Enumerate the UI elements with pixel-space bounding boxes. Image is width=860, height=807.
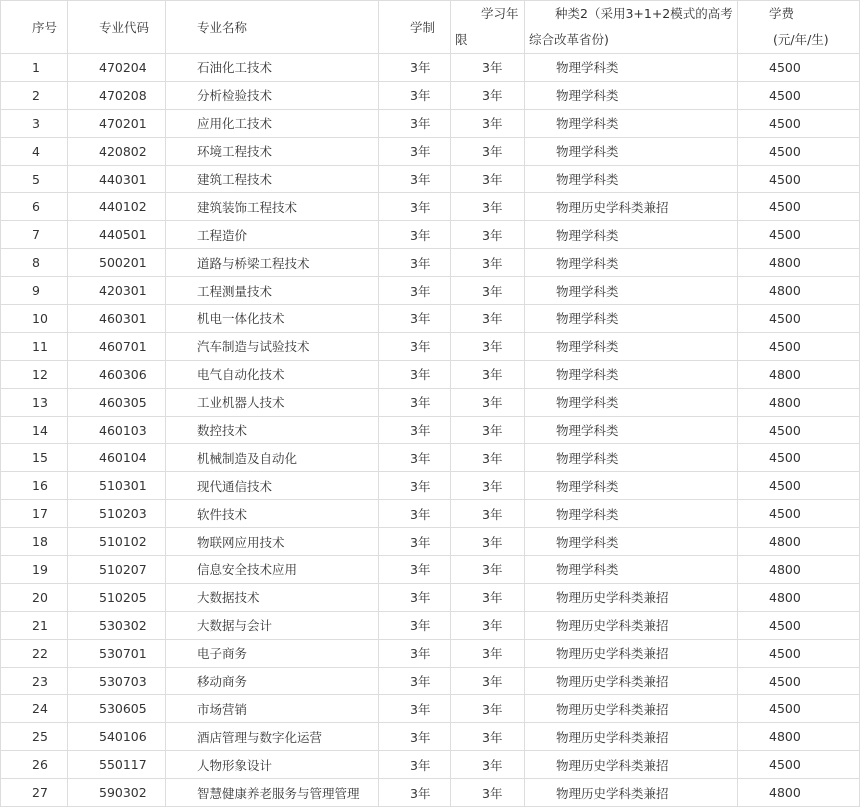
cell-fee: 4500 — [738, 695, 860, 723]
cell-seq: 25 — [1, 723, 68, 751]
cell-system: 3年 — [379, 109, 451, 137]
cell-duration: 3年 — [451, 639, 525, 667]
cell-duration: 3年 — [451, 611, 525, 639]
cell-fee: 4500 — [738, 416, 860, 444]
header-duration-line2: 限 — [455, 32, 468, 47]
cell-fee: 4800 — [738, 779, 860, 807]
cell-code: 550117 — [68, 751, 166, 779]
table-row — [1, 360, 860, 388]
cell-name: 市场营销 — [166, 695, 379, 723]
cell-duration: 3年 — [451, 193, 525, 221]
cell-system: 3年 — [379, 556, 451, 584]
cell-seq: 23 — [1, 667, 68, 695]
cell-seq: 8 — [1, 249, 68, 277]
cell-system: 3年 — [379, 137, 451, 165]
cell-duration: 3年 — [451, 695, 525, 723]
cell-code: 510203 — [68, 500, 166, 528]
cell-category: 物理学科类 — [525, 137, 738, 165]
cell-name: 应用化工技术 — [166, 109, 379, 137]
cell-code: 530302 — [68, 611, 166, 639]
cell-duration: 3年 — [451, 277, 525, 305]
header-seq: 序号 — [1, 1, 68, 54]
cell-duration: 3年 — [451, 81, 525, 109]
cell-code: 510102 — [68, 528, 166, 556]
cell-category: 物理学科类 — [525, 360, 738, 388]
table-row — [1, 305, 860, 333]
cell-name: 物联网应用技术 — [166, 528, 379, 556]
cell-category: 物理学科类 — [525, 500, 738, 528]
cell-duration: 3年 — [451, 667, 525, 695]
cell-code: 500201 — [68, 249, 166, 277]
cell-seq: 6 — [1, 193, 68, 221]
cell-category: 物理学科类 — [525, 556, 738, 584]
table-row — [1, 137, 860, 165]
cell-fee: 4500 — [738, 472, 860, 500]
cell-system: 3年 — [379, 667, 451, 695]
cell-system: 3年 — [379, 416, 451, 444]
table-row — [1, 723, 860, 751]
cell-category: 物理历史学科类兼招 — [525, 779, 738, 807]
cell-category: 物理学科类 — [525, 472, 738, 500]
cell-seq: 19 — [1, 556, 68, 584]
cell-name: 现代通信技术 — [166, 472, 379, 500]
cell-name: 大数据技术 — [166, 583, 379, 611]
cell-system: 3年 — [379, 583, 451, 611]
cell-category: 物理历史学科类兼招 — [525, 583, 738, 611]
header-duration-line1: 学习年 — [481, 6, 519, 21]
cell-name: 工程造价 — [166, 221, 379, 249]
header-fee-line2: (元/年/生) — [773, 32, 829, 47]
cell-system: 3年 — [379, 193, 451, 221]
cell-duration: 3年 — [451, 751, 525, 779]
cell-code: 510301 — [68, 472, 166, 500]
cell-duration: 3年 — [451, 556, 525, 584]
cell-category: 物理历史学科类兼招 — [525, 667, 738, 695]
cell-seq: 5 — [1, 165, 68, 193]
cell-system: 3年 — [379, 165, 451, 193]
cell-code: 470201 — [68, 109, 166, 137]
cell-code: 460306 — [68, 360, 166, 388]
cell-fee: 4500 — [738, 221, 860, 249]
cell-duration: 3年 — [451, 723, 525, 751]
cell-fee: 4500 — [738, 639, 860, 667]
table-row — [1, 193, 860, 221]
table-row — [1, 556, 860, 584]
cell-seq: 10 — [1, 305, 68, 333]
table-body — [1, 54, 860, 807]
table-row — [1, 109, 860, 137]
cell-duration: 3年 — [451, 472, 525, 500]
cell-fee: 4800 — [738, 277, 860, 305]
cell-fee: 4800 — [738, 583, 860, 611]
cell-category: 物理学科类 — [525, 528, 738, 556]
cell-name: 数控技术 — [166, 416, 379, 444]
cell-duration: 3年 — [451, 54, 525, 82]
cell-name: 环境工程技术 — [166, 137, 379, 165]
cell-duration: 3年 — [451, 583, 525, 611]
cell-seq: 20 — [1, 583, 68, 611]
cell-fee: 4500 — [738, 444, 860, 472]
cell-category: 物理学科类 — [525, 416, 738, 444]
table-row — [1, 472, 860, 500]
cell-name: 石油化工技术 — [166, 54, 379, 82]
header-category-line1: 种类2（采用3+1+2模式的高考 — [555, 6, 733, 21]
cell-system: 3年 — [379, 779, 451, 807]
header-category-line2: 综合改革省份) — [529, 32, 609, 47]
cell-duration: 3年 — [451, 500, 525, 528]
header-code: 专业代码 — [68, 1, 166, 54]
table-header — [1, 1, 860, 54]
cell-code: 420802 — [68, 137, 166, 165]
cell-duration: 3年 — [451, 444, 525, 472]
table-row — [1, 277, 860, 305]
cell-category: 物理历史学科类兼招 — [525, 639, 738, 667]
cell-code: 460305 — [68, 388, 166, 416]
cell-name: 移动商务 — [166, 667, 379, 695]
cell-code: 440102 — [68, 193, 166, 221]
cell-name: 人物形象设计 — [166, 751, 379, 779]
cell-fee: 4500 — [738, 751, 860, 779]
cell-category: 物理学科类 — [525, 332, 738, 360]
cell-system: 3年 — [379, 332, 451, 360]
cell-seq: 4 — [1, 137, 68, 165]
cell-fee: 4500 — [738, 611, 860, 639]
cell-system: 3年 — [379, 305, 451, 333]
cell-name: 机械制造及自动化 — [166, 444, 379, 472]
cell-code: 530605 — [68, 695, 166, 723]
cell-name: 建筑工程技术 — [166, 165, 379, 193]
cell-code: 460103 — [68, 416, 166, 444]
table-row — [1, 221, 860, 249]
cell-name: 信息安全技术应用 — [166, 556, 379, 584]
cell-name: 大数据与会计 — [166, 611, 379, 639]
cell-seq: 12 — [1, 360, 68, 388]
header-fee-line1: 学费 — [769, 6, 795, 21]
header-name: 专业名称 — [166, 1, 379, 54]
cell-name: 工程测量技术 — [166, 277, 379, 305]
cell-category: 物理学科类 — [525, 81, 738, 109]
cell-category: 物理学科类 — [525, 249, 738, 277]
cell-seq: 9 — [1, 277, 68, 305]
cell-code: 510205 — [68, 583, 166, 611]
cell-fee: 4500 — [738, 109, 860, 137]
cell-duration: 3年 — [451, 221, 525, 249]
table-row — [1, 416, 860, 444]
cell-name: 道路与桥梁工程技术 — [166, 249, 379, 277]
cell-category: 物理学科类 — [525, 388, 738, 416]
cell-category: 物理学科类 — [525, 109, 738, 137]
cell-name: 软件技术 — [166, 500, 379, 528]
cell-system: 3年 — [379, 54, 451, 82]
cell-category: 物理学科类 — [525, 305, 738, 333]
cell-name: 智慧健康养老服务与管理管理 — [166, 779, 379, 807]
cell-fee: 4500 — [738, 667, 860, 695]
table-row — [1, 667, 860, 695]
cell-system: 3年 — [379, 639, 451, 667]
cell-duration: 3年 — [451, 416, 525, 444]
cell-seq: 7 — [1, 221, 68, 249]
table-row — [1, 779, 860, 807]
cell-seq: 18 — [1, 528, 68, 556]
cell-seq: 13 — [1, 388, 68, 416]
cell-system: 3年 — [379, 528, 451, 556]
cell-duration: 3年 — [451, 249, 525, 277]
cell-code: 470204 — [68, 54, 166, 82]
table-row — [1, 500, 860, 528]
table-row — [1, 249, 860, 277]
cell-code: 470208 — [68, 81, 166, 109]
cell-code: 440301 — [68, 165, 166, 193]
cell-seq: 27 — [1, 779, 68, 807]
header-row — [1, 1, 860, 54]
table-row — [1, 695, 860, 723]
table-row — [1, 388, 860, 416]
header-system: 学制 — [379, 1, 451, 54]
table-row — [1, 165, 860, 193]
cell-system: 3年 — [379, 249, 451, 277]
cell-duration: 3年 — [451, 137, 525, 165]
cell-name: 酒店管理与数字化运营 — [166, 723, 379, 751]
cell-name: 建筑装饰工程技术 — [166, 193, 379, 221]
cell-fee: 4500 — [738, 137, 860, 165]
cell-code: 590302 — [68, 779, 166, 807]
cell-system: 3年 — [379, 751, 451, 779]
cell-code: 460701 — [68, 332, 166, 360]
header-category — [525, 1, 738, 54]
cell-code: 420301 — [68, 277, 166, 305]
table-row — [1, 81, 860, 109]
table-row — [1, 444, 860, 472]
header-fee — [738, 1, 860, 54]
cell-category: 物理历史学科类兼招 — [525, 695, 738, 723]
cell-system: 3年 — [379, 444, 451, 472]
cell-name: 分析检验技术 — [166, 81, 379, 109]
cell-seq: 26 — [1, 751, 68, 779]
cell-seq: 15 — [1, 444, 68, 472]
cell-duration: 3年 — [451, 332, 525, 360]
table-row — [1, 583, 860, 611]
cell-duration: 3年 — [451, 109, 525, 137]
cell-system: 3年 — [379, 500, 451, 528]
cell-system: 3年 — [379, 472, 451, 500]
cell-code: 440501 — [68, 221, 166, 249]
cell-seq: 2 — [1, 81, 68, 109]
cell-seq: 24 — [1, 695, 68, 723]
cell-code: 530701 — [68, 639, 166, 667]
cell-name: 机电一体化技术 — [166, 305, 379, 333]
table-row — [1, 751, 860, 779]
cell-category: 物理历史学科类兼招 — [525, 611, 738, 639]
cell-code: 530703 — [68, 667, 166, 695]
cell-fee: 4500 — [738, 332, 860, 360]
cell-system: 3年 — [379, 695, 451, 723]
cell-category: 物理学科类 — [525, 221, 738, 249]
cell-name: 电子商务 — [166, 639, 379, 667]
cell-category: 物理学科类 — [525, 54, 738, 82]
cell-system: 3年 — [379, 611, 451, 639]
cell-code: 540106 — [68, 723, 166, 751]
cell-fee: 4800 — [738, 723, 860, 751]
table-row — [1, 611, 860, 639]
table-row — [1, 54, 860, 82]
cell-duration: 3年 — [451, 779, 525, 807]
cell-fee: 4800 — [738, 528, 860, 556]
cell-seq: 3 — [1, 109, 68, 137]
cell-category: 物理历史学科类兼招 — [525, 193, 738, 221]
cell-fee: 4800 — [738, 249, 860, 277]
cell-duration: 3年 — [451, 305, 525, 333]
cell-name: 电气自动化技术 — [166, 360, 379, 388]
cell-fee: 4500 — [738, 193, 860, 221]
cell-seq: 22 — [1, 639, 68, 667]
cell-fee: 4500 — [738, 54, 860, 82]
table-row — [1, 528, 860, 556]
cell-seq: 14 — [1, 416, 68, 444]
cell-system: 3年 — [379, 277, 451, 305]
cell-system: 3年 — [379, 221, 451, 249]
cell-fee: 4800 — [738, 360, 860, 388]
cell-system: 3年 — [379, 81, 451, 109]
cell-code: 510207 — [68, 556, 166, 584]
cell-fee: 4500 — [738, 305, 860, 333]
cell-name: 汽车制造与试验技术 — [166, 332, 379, 360]
cell-system: 3年 — [379, 723, 451, 751]
cell-code: 460301 — [68, 305, 166, 333]
cell-seq: 1 — [1, 54, 68, 82]
cell-fee: 4500 — [738, 165, 860, 193]
cell-seq: 21 — [1, 611, 68, 639]
cell-code: 460104 — [68, 444, 166, 472]
cell-seq: 17 — [1, 500, 68, 528]
cell-category: 物理历史学科类兼招 — [525, 723, 738, 751]
cell-seq: 16 — [1, 472, 68, 500]
cell-fee: 4500 — [738, 500, 860, 528]
cell-duration: 3年 — [451, 528, 525, 556]
cell-system: 3年 — [379, 388, 451, 416]
table-row — [1, 332, 860, 360]
cell-category: 物理学科类 — [525, 165, 738, 193]
cell-fee: 4800 — [738, 556, 860, 584]
cell-fee: 4500 — [738, 81, 860, 109]
cell-system: 3年 — [379, 360, 451, 388]
table-row — [1, 639, 860, 667]
cell-duration: 3年 — [451, 165, 525, 193]
cell-fee: 4800 — [738, 388, 860, 416]
cell-seq: 11 — [1, 332, 68, 360]
cell-category: 物理学科类 — [525, 277, 738, 305]
cell-name: 工业机器人技术 — [166, 388, 379, 416]
cell-duration: 3年 — [451, 360, 525, 388]
cell-duration: 3年 — [451, 388, 525, 416]
cell-category: 物理历史学科类兼招 — [525, 751, 738, 779]
header-duration — [451, 1, 525, 54]
cell-category: 物理学科类 — [525, 444, 738, 472]
